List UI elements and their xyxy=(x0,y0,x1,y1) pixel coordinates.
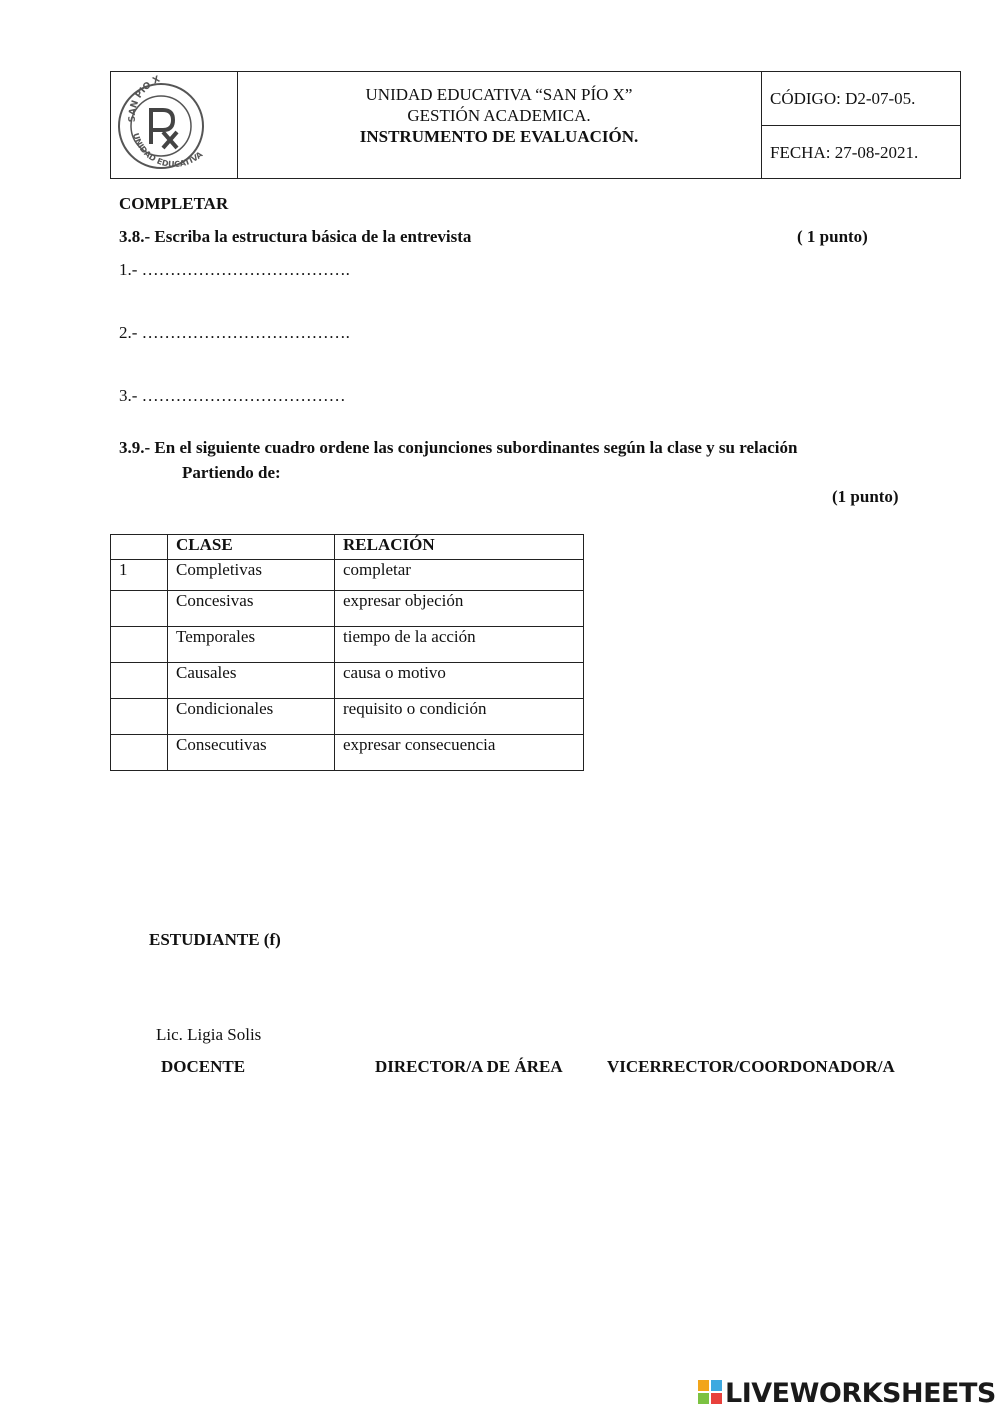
row-relacion: tiempo de la acción xyxy=(335,627,584,663)
header-clase: CLASE xyxy=(168,535,335,560)
table-row xyxy=(111,699,584,735)
question-3-9-prompt-line2: Partiendo de: xyxy=(182,463,281,482)
answer-blank-1[interactable]: 1.- ………………………………. xyxy=(119,260,350,279)
row-clase: Completivas xyxy=(168,560,335,591)
table-row xyxy=(111,591,584,627)
row-relacion: causa o motivo xyxy=(335,663,584,699)
row-clase: Consecutivas xyxy=(168,735,335,771)
document-title: INSTRUMENTO DE EVALUACIÓN. xyxy=(359,127,639,146)
row-number-input[interactable] xyxy=(111,699,168,735)
table-row xyxy=(111,663,584,699)
logo-cell xyxy=(111,72,238,178)
code-cell xyxy=(762,72,960,126)
question-3-9-prompt: 3.9.- En el siguiente cuadro ordene las conjunciones subordinantes según la clase y su relación xyxy=(119,438,798,457)
row-clase: Condicionales xyxy=(168,699,335,735)
row-clase: Concesivas xyxy=(168,591,335,627)
row-number-input[interactable] xyxy=(111,735,168,771)
question-3-9-points: (1 punto) xyxy=(832,487,899,506)
student-signature-label: ESTUDIANTE (f) xyxy=(149,930,281,949)
director-role: DIRECTOR/A DE ÁREA xyxy=(375,1057,563,1076)
answer-blank-3[interactable]: 3.- ……………………………… xyxy=(119,386,346,405)
liveworksheets-logo-icon xyxy=(697,1379,723,1405)
question-3-8-points: ( 1 punto) xyxy=(797,227,868,246)
table-row xyxy=(111,735,584,771)
logo-text-top: SAN PIO X xyxy=(127,74,162,123)
school-logo-icon xyxy=(111,72,237,178)
table-row xyxy=(111,560,584,591)
date-cell xyxy=(762,126,960,178)
liveworksheets-watermark xyxy=(697,1378,996,1409)
document-code: CÓDIGO: D2-07-05. xyxy=(770,89,916,108)
row-relacion: expresar objeción xyxy=(335,591,584,627)
teacher-role: DOCENTE xyxy=(161,1057,246,1076)
answer-blank-2[interactable]: 2.- ………………………………. xyxy=(119,323,350,342)
header-relacion: RELACIÓN xyxy=(335,535,584,560)
document-header xyxy=(110,71,961,179)
svg-text:SAN PIO X xyxy=(128,75,162,123)
watermark-text: LIVEWORKSHEETS xyxy=(725,1378,996,1409)
header-meta-cell xyxy=(762,72,960,178)
vice-role: VICERRECTOR/COORDONADOR/A xyxy=(607,1057,895,1076)
document-date: FECHA: 27-08-2021. xyxy=(770,143,919,162)
teacher-name: Lic. Ligia Solis xyxy=(156,1025,262,1044)
row-relacion: completar xyxy=(335,560,584,591)
row-number-input[interactable]: 1 xyxy=(111,560,168,591)
row-number-input[interactable] xyxy=(111,591,168,627)
row-relacion: expresar consecuencia xyxy=(335,735,584,771)
row-relacion: requisito o condición xyxy=(335,699,584,735)
row-clase: Temporales xyxy=(168,627,335,663)
conjunctions-table xyxy=(110,534,584,771)
table-row xyxy=(111,627,584,663)
section-title: COMPLETAR xyxy=(119,194,229,213)
row-number-input[interactable] xyxy=(111,663,168,699)
row-clase: Causales xyxy=(168,663,335,699)
institution-name: UNIDAD EDUCATIVA “SAN PÍO X” xyxy=(365,85,633,104)
header-title-cell xyxy=(237,72,762,178)
table-header-row xyxy=(111,535,584,560)
row-number-input[interactable] xyxy=(111,627,168,663)
header-num xyxy=(111,535,168,560)
question-3-8-prompt: 3.8.- Escriba la estructura básica de la entrevista xyxy=(119,227,472,246)
logo-text-bottom: UNIDAD EDUCATIVA xyxy=(130,131,205,170)
department-name: GESTIÓN ACADEMICA. xyxy=(407,106,591,125)
